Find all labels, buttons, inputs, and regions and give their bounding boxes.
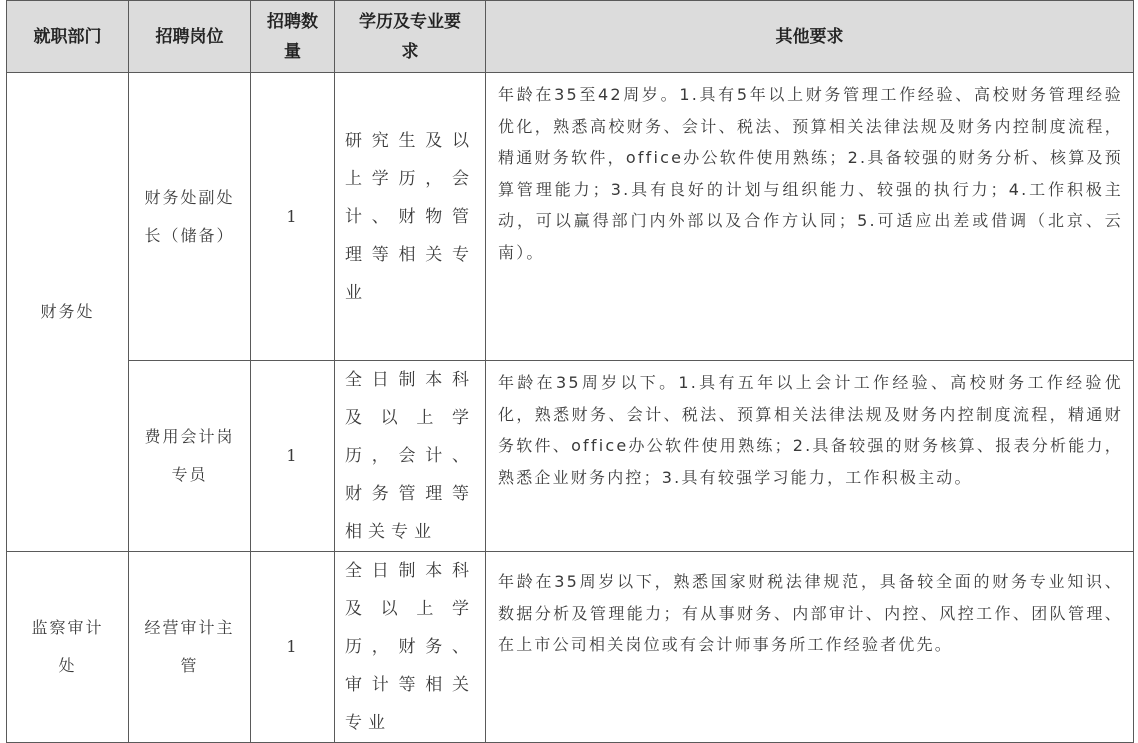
requirements-cell: 年龄在35周岁以下，熟悉国家财税法律规范，具备较全面的财务专业知识、数据分析及管理能力；有从事财务、内部审计、内控、风控工作、团队管理、在上市公司相关岗位或有会计师事务所工作经验者优先。 — [486, 552, 1134, 743]
header-count: 招聘数量 — [251, 1, 335, 73]
requirements-cell: 年龄在35至42周岁。1.具有5年以上财务管理工作经验、高校财务管理经验优化，熟悉高校财务、会计、税法、预算相关法律法规及财务内控制度流程，精通财务软件，office办公软件使用熟练；2.具备较强的财务分析、核算及预算管理能力；3.具有良好的计划与组织能力、较强的执行力；4.工作积极主动，可以赢得部门内外部以及合作方认同；5.可适应出差或借调（北京、云南）。 — [486, 73, 1134, 361]
recruitment-table-sheet — [6, 0, 1133, 733]
header-education: 学历及专业要求 — [335, 1, 486, 73]
position-cell: 费用会计岗专员 — [129, 361, 251, 552]
position-cell: 经营审计主管 — [129, 552, 251, 743]
dept-cell: 监察审计处 — [7, 552, 129, 743]
table-row — [7, 361, 1134, 552]
education-cell: 研究生及以上学历，会计、财物管理等相关专业 — [335, 73, 486, 361]
education-cell: 全日制本科及以上学历，财务、审计等相关专业 — [335, 552, 486, 743]
header-dept: 就职部门 — [7, 1, 129, 73]
education-cell: 全日制本科及以上学历，会计、财务管理等相关专业 — [335, 361, 486, 552]
recruitment-table — [6, 0, 1134, 743]
position-cell: 财务处副处长（储备） — [129, 73, 251, 361]
header-other: 其他要求 — [486, 1, 1134, 73]
header-position: 招聘岗位 — [129, 1, 251, 73]
count-cell: 1 — [251, 361, 335, 552]
count-cell: 1 — [251, 73, 335, 361]
table-row — [7, 552, 1134, 743]
requirements-cell: 年龄在35周岁以下。1.具有五年以上会计工作经验、高校财务工作经验优化，熟悉财务、会计、税法、预算相关法律法规及财务内控制度流程，精通财务软件、office办公软件使用熟练；2.具备较强的财务核算、报表分析能力，熟悉企业财务内控；3.具有较强学习能力，工作积极主动。 — [486, 361, 1134, 552]
dept-cell: 财务处 — [7, 73, 129, 552]
table-row — [7, 73, 1134, 361]
count-cell: 1 — [251, 552, 335, 743]
header-row — [7, 1, 1134, 73]
